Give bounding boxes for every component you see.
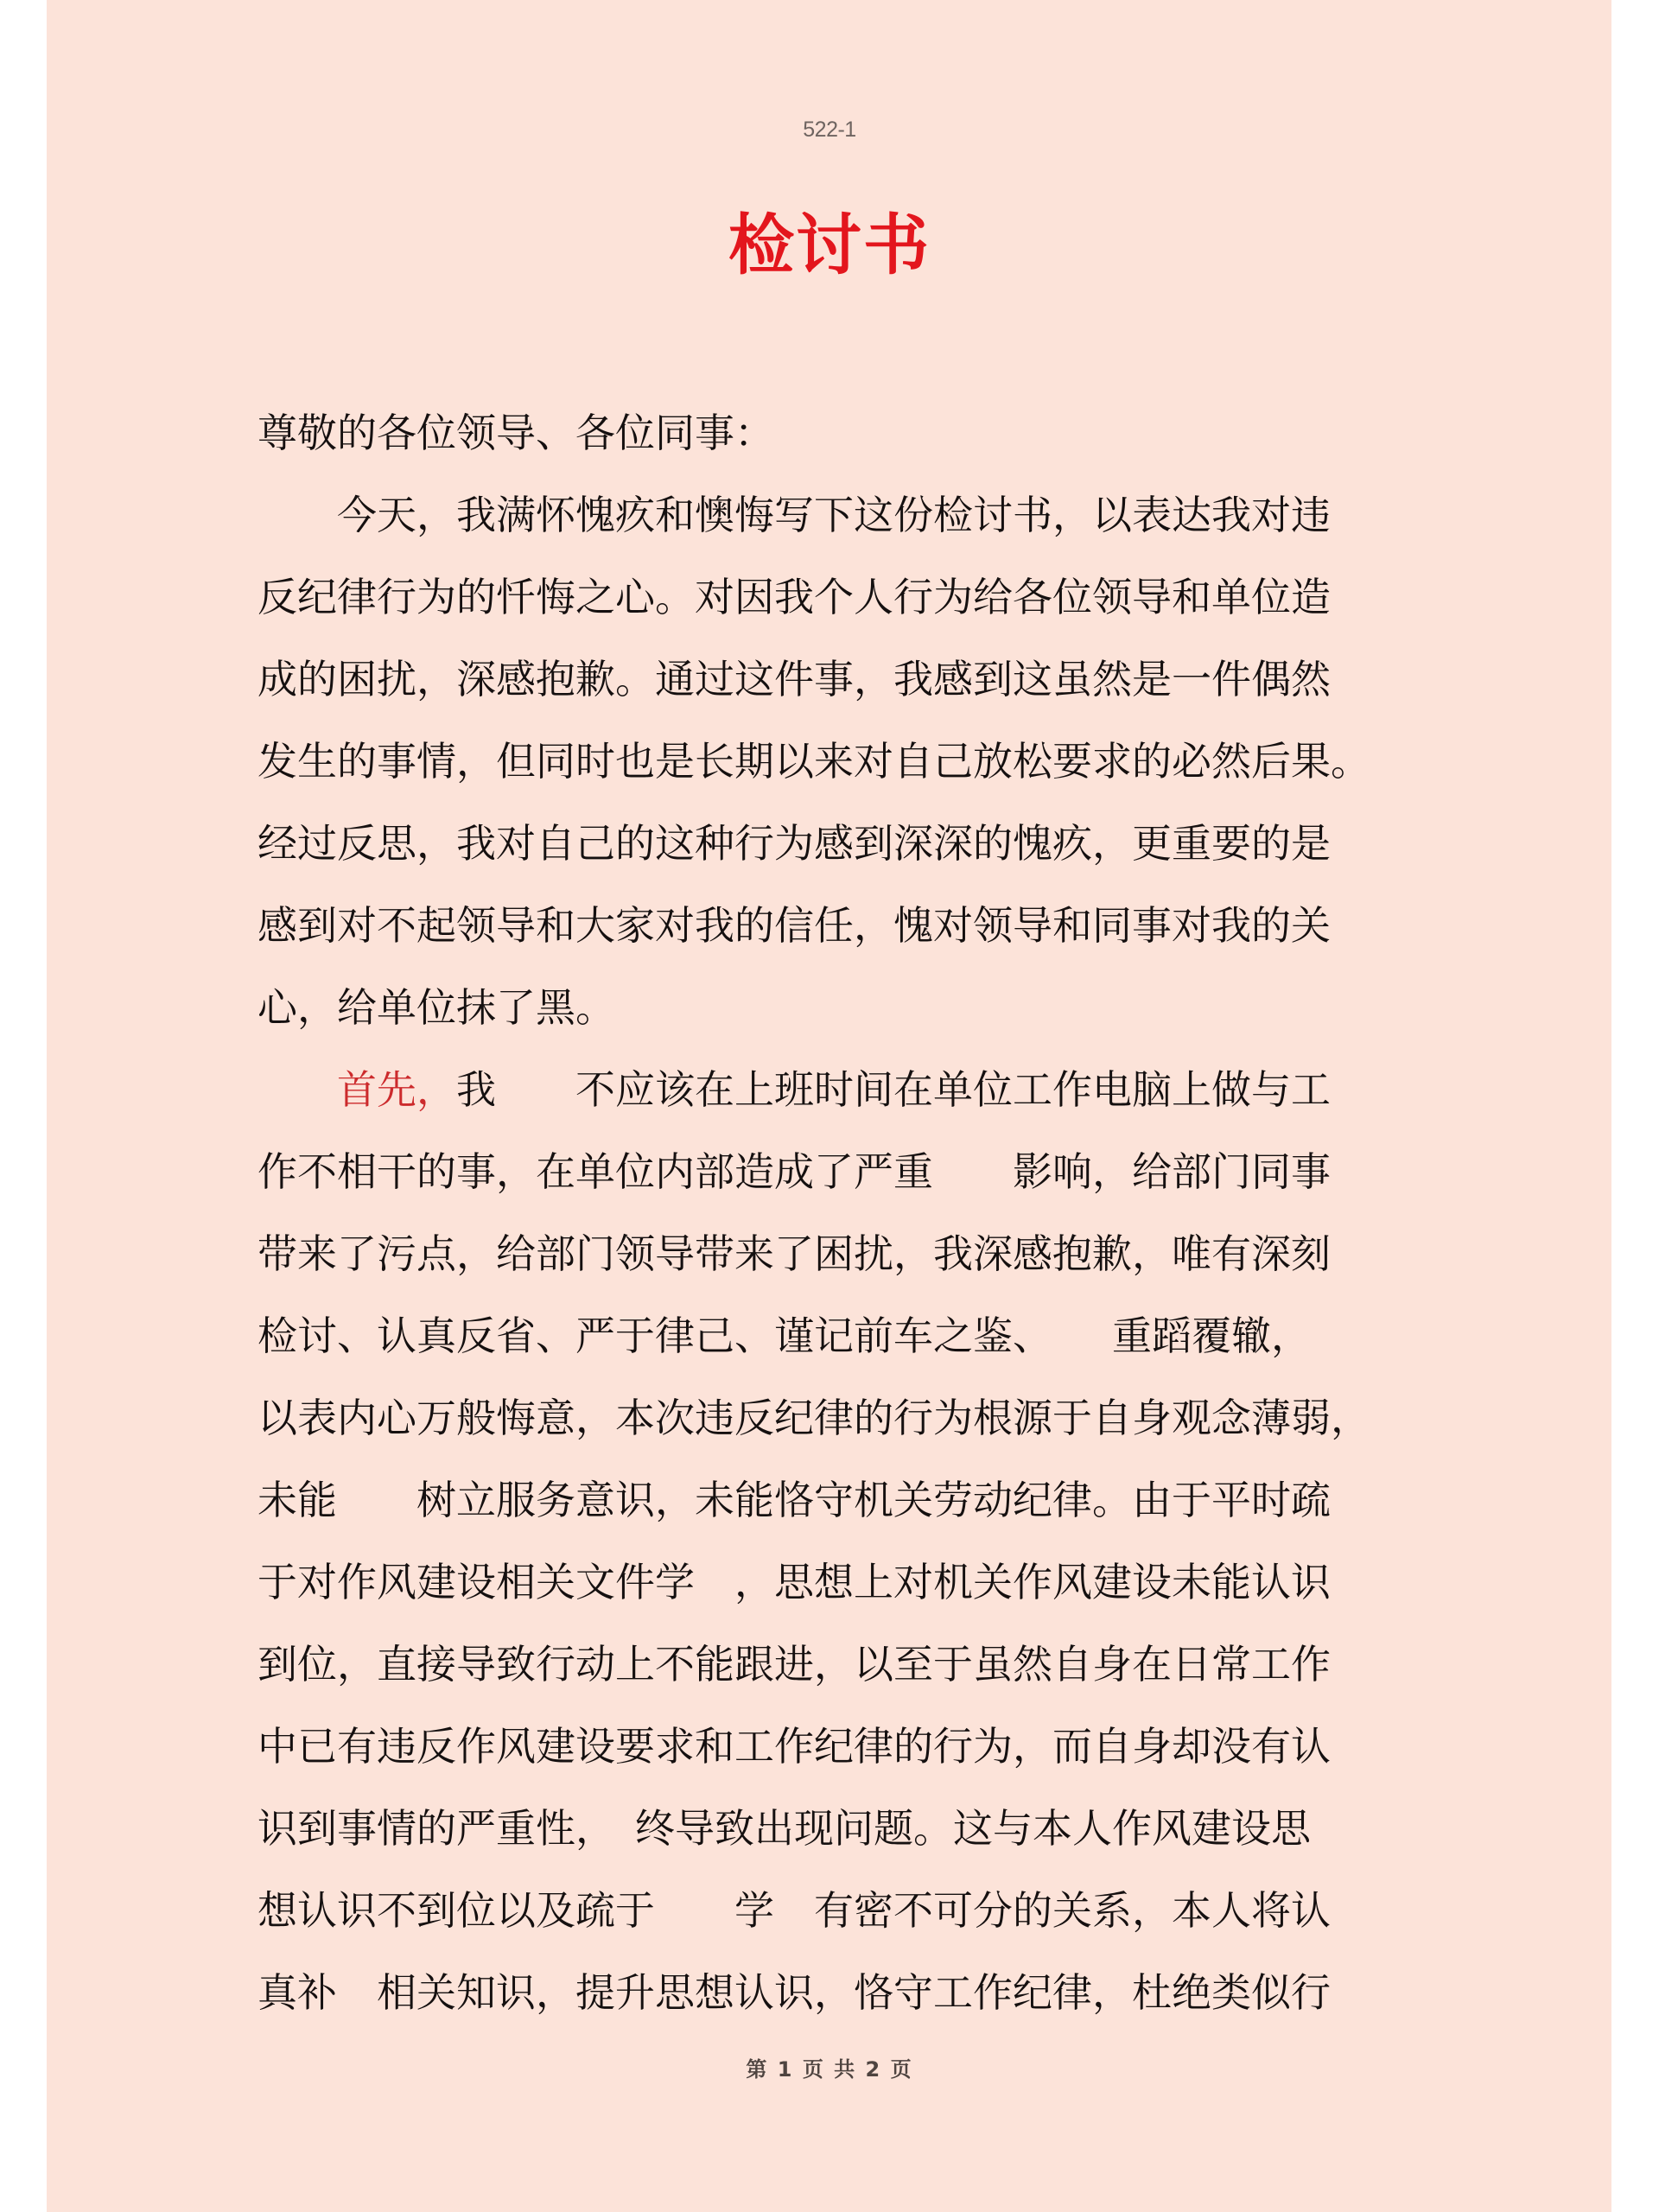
text-segment: 发生的事情，但同时也是长期以来对自己放松要求的必然后果。: [257, 738, 1370, 785]
text-segment: 以表内心万般悔意，本次违反纪律的行为根源于自身观念薄弱，: [257, 1395, 1370, 1441]
highlighted-heading-text: 首先，: [337, 1066, 456, 1113]
body-line: [257, 1459, 1415, 1541]
body-line: [257, 1624, 1415, 1706]
salutation-line: [257, 392, 1415, 474]
document-code: 522-1: [803, 118, 856, 142]
body-line: [257, 556, 1415, 639]
text-segment: 尊敬的各位领导、各位同事：: [257, 410, 774, 456]
text-segment: 成的困扰，深感抱歉。通过这件事，我感到这虽然是一件偶然: [257, 656, 1331, 702]
text-segment: 中已有违反作风建设要求和工作纪律的行为，而自身却没有认: [257, 1723, 1331, 1770]
body-line: [257, 803, 1415, 885]
body-line: [257, 885, 1415, 967]
body-line: [257, 1049, 1415, 1131]
text-segment: 识到事情的严重性， 终导致出现问题。这与本人作风建设思: [257, 1805, 1311, 1852]
body-line: [257, 1295, 1415, 1377]
body-line: [257, 1706, 1415, 1788]
body-line: [257, 1377, 1415, 1459]
text-segment: 想认识不到位以及疏于 学 有密不可分的关系，本人将认: [257, 1887, 1331, 1934]
body-line: [257, 1952, 1415, 2034]
page-number-footer: 第 1 页 共 2 页: [746, 2057, 913, 2082]
page-title: 检讨书: [728, 207, 931, 283]
text-segment: 反纪律行为的忏悔之心。对因我个人行为给各位领导和单位造: [257, 574, 1331, 620]
body-line: [257, 474, 1415, 556]
body-line: [257, 1541, 1415, 1624]
text-segment: 感到对不起领导和大家对我的信任，愧对领导和同事对我的关: [257, 902, 1331, 949]
body-line: [257, 1213, 1415, 1295]
body-line: [257, 1870, 1415, 1952]
text-segment: 经过反思，我对自己的这种行为感到深深的愧疚，更重要的是: [257, 820, 1331, 867]
body-line: [257, 1131, 1415, 1213]
text-segment: 作不相干的事，在单位内部造成了严重 影响，给部门同事: [257, 1148, 1331, 1195]
body-line: [257, 639, 1415, 721]
text-segment: 未能 树立服务意识，未能恪守机关劳动纪律。由于平时疏: [257, 1477, 1331, 1523]
body-line: [257, 967, 1415, 1049]
text-segment: [257, 1066, 337, 1113]
body-line: [257, 721, 1415, 803]
text-segment: 今天，我满怀愧疚和懊悔写下这份检讨书，以表达我对违: [257, 492, 1331, 538]
body-line: [257, 1788, 1415, 1870]
text-segment: 检讨、认真反省、严于律己、谨记前车之鉴、 重蹈覆辙，: [257, 1313, 1311, 1359]
document-body: [257, 392, 1415, 2034]
text-segment: 于对作风建设相关文件学 ，思想上对机关作风建设未能认识: [257, 1559, 1331, 1605]
text-segment: 心，给单位抹了黑。: [257, 984, 615, 1031]
text-segment: 我 不应该在上班时间在单位工作电脑上做与工: [456, 1066, 1331, 1113]
text-segment: 到位，直接导致行动上不能跟进，以至于虽然自身在日常工作: [257, 1641, 1331, 1688]
text-segment: 真补 相关知识，提升思想认识，恪守工作纪律，杜绝类似行: [257, 1969, 1331, 2016]
text-segment: 带来了污点，给部门领导带来了困扰，我深感抱歉，唯有深刻: [257, 1230, 1331, 1277]
